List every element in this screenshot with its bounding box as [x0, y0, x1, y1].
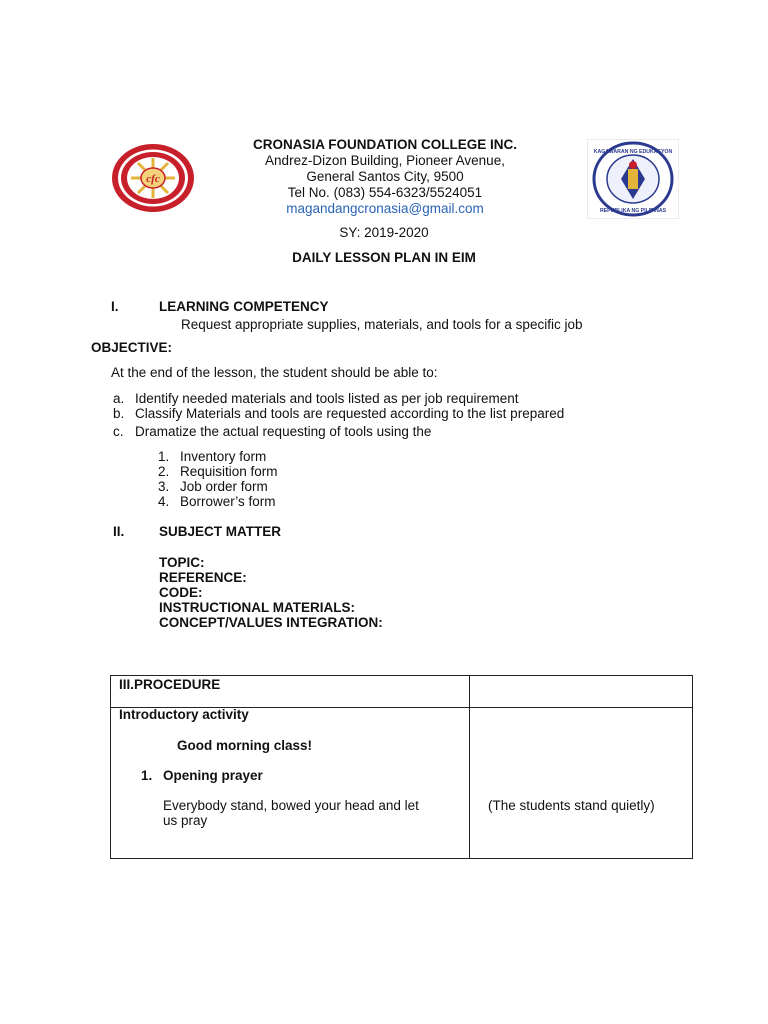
- instruction-line-1: Everybody stand, bowed your head and let: [163, 798, 419, 813]
- seal-initials: cfc: [146, 173, 160, 185]
- field-concept-values: CONCEPT/VALUES INTEGRATION:: [159, 615, 383, 630]
- form-text: Job order form: [180, 479, 268, 494]
- procedure-table: [110, 675, 693, 859]
- objective-text: Classify Materials and tools are requested according to the list prepared: [135, 406, 565, 421]
- form-marker: 1.: [158, 449, 170, 464]
- section-2-number: II.: [113, 524, 125, 539]
- deped-seal-logo: [587, 139, 679, 219]
- section-1-heading: LEARNING COMPETENCY: [159, 299, 329, 314]
- seal-bottom-text: REPUBLIKA NG PILIPINAS: [599, 208, 667, 214]
- greeting-text: Good morning class!: [177, 738, 313, 753]
- instruction-line-2: us pray: [163, 813, 208, 828]
- form-marker: 4.: [158, 494, 170, 509]
- form-item: [158, 464, 278, 479]
- objective-text: Dramatize the actual requesting of tools using the: [135, 424, 432, 439]
- opening-prayer-step: [141, 768, 263, 783]
- letterhead: [200, 137, 570, 217]
- form-marker: 2.: [158, 464, 170, 479]
- address-line-1: Andrez-Dizon Building, Pioneer Avenue,: [265, 153, 505, 168]
- objective-heading: OBJECTIVE:: [91, 340, 173, 355]
- form-item: [158, 449, 266, 464]
- school-name: CRONASIA FOUNDATION COLLEGE INC.: [253, 137, 517, 152]
- field-instructional-materials: INSTRUCTIONAL MATERIALS:: [159, 600, 355, 615]
- student-response: (The students stand quietly): [488, 798, 655, 813]
- form-text: Borrower’s form: [180, 494, 276, 509]
- table-column-divider: [469, 676, 470, 858]
- form-text: Inventory form: [180, 449, 267, 464]
- competency-text: Request appropriate supplies, materials, and tools for a specific job: [181, 317, 583, 332]
- college-seal-logo: [111, 143, 195, 213]
- objective-marker: a.: [113, 391, 125, 406]
- address-line-2: General Santos City, 9500: [306, 169, 464, 184]
- section-1-number: I.: [111, 299, 119, 314]
- telephone: Tel No. (083) 554-6323/5524051: [287, 185, 483, 200]
- field-topic: TOPIC:: [159, 555, 205, 570]
- step-number: 1.: [141, 768, 153, 783]
- form-text: Requisition form: [180, 464, 278, 479]
- objective-marker: c.: [113, 424, 124, 439]
- objective-item: [113, 406, 564, 421]
- form-item: [158, 494, 276, 509]
- email-link[interactable]: magandangcronasia@gmail.com: [286, 201, 484, 216]
- document-title: DAILY LESSON PLAN IN EIM: [292, 250, 476, 265]
- objective-text: Identify needed materials and tools listed as per job requirement: [135, 391, 519, 406]
- form-item: [158, 479, 268, 494]
- step-label: Opening prayer: [163, 768, 263, 783]
- field-code: CODE:: [159, 585, 203, 600]
- seal-top-text: KAGAWARAN NG EDUKASYON: [593, 149, 673, 155]
- form-marker: 3.: [158, 479, 170, 494]
- objective-item: [113, 424, 431, 439]
- procedure-header: III.PROCEDURE: [119, 677, 221, 692]
- school-year: SY: 2019-2020: [339, 225, 429, 240]
- field-reference: REFERENCE:: [159, 570, 247, 585]
- objective-marker: b.: [113, 406, 125, 421]
- objective-intro: At the end of the lesson, the student should be able to:: [111, 365, 438, 380]
- objective-item: [113, 391, 518, 406]
- section-2-heading: SUBJECT MATTER: [159, 524, 282, 539]
- intro-activity-label: Introductory activity: [119, 707, 249, 722]
